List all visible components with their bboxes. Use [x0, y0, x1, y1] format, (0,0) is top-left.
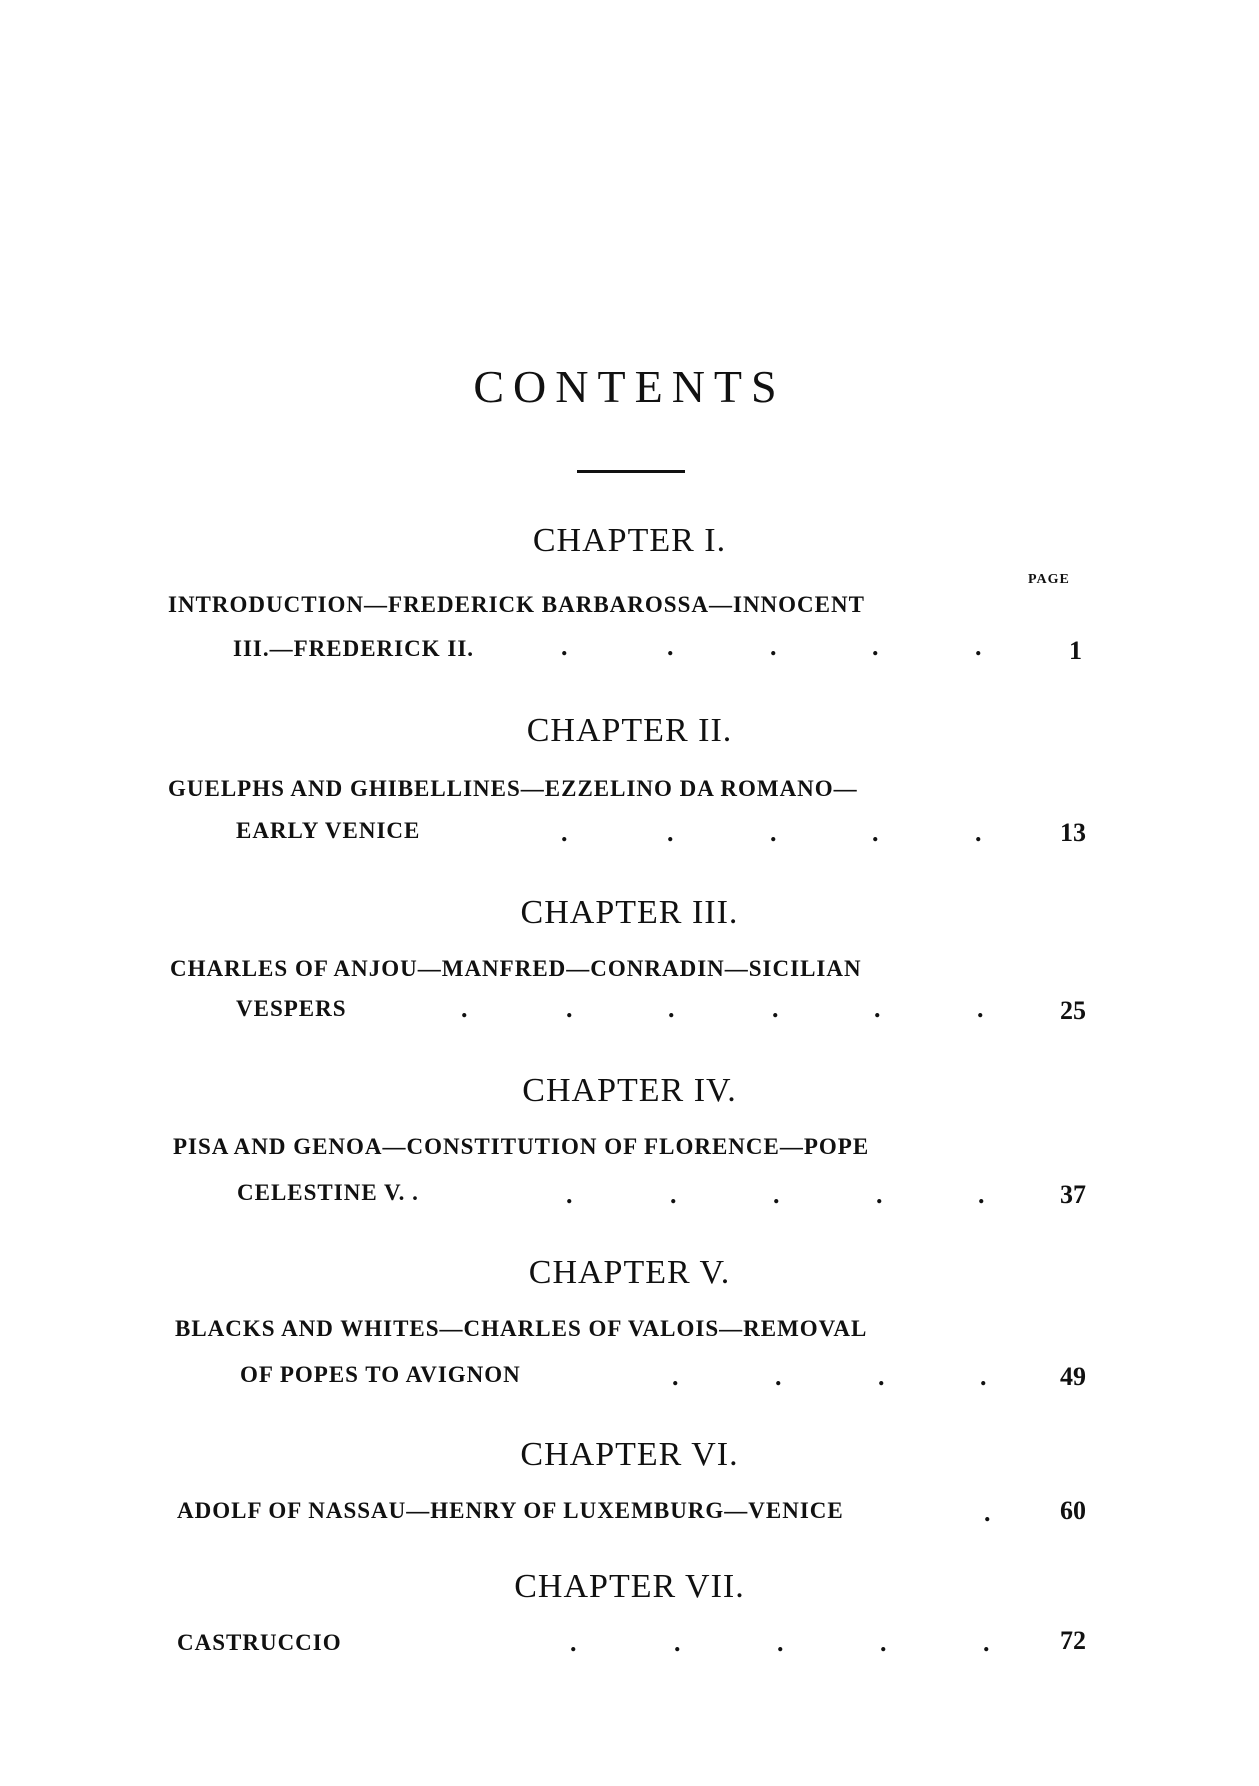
- entry-line-2: III.—FREDERICK II.: [233, 636, 475, 661]
- chapter-heading: CHAPTER VII.: [514, 1568, 745, 1605]
- entry-line-1: BLACKS AND WHITES—CHARLES OF VALOIS—REMOVAL: [175, 1316, 868, 1341]
- chapter-heading: CHAPTER II.: [526, 712, 733, 749]
- entry-line-1: ADOLF OF NASSAU—HENRY OF LUXEMBURG—VENICE: [177, 1498, 844, 1523]
- entry-line-2: VESPERS: [236, 996, 347, 1021]
- entry-line-2: EARLY VENICE: [236, 818, 421, 843]
- entry-line-2: CELESTINE V. .: [237, 1180, 419, 1205]
- title-rule: [577, 470, 685, 473]
- page-number: 13: [1060, 818, 1086, 847]
- chapter-heading: CHAPTER V.: [528, 1254, 731, 1291]
- chapter-heading: CHAPTER VI.: [520, 1436, 739, 1473]
- page-number: 60: [1060, 1496, 1086, 1525]
- chapter-heading: CHAPTER IV.: [522, 1072, 737, 1109]
- page-number: 37: [1060, 1180, 1086, 1209]
- entry-line-1: CASTRUCCIO: [177, 1630, 342, 1655]
- chapter-heading: CHAPTER III.: [520, 894, 739, 931]
- entry-line-1: GUELPHS AND GHIBELLINES—EZZELINO DA ROMANO—: [168, 776, 858, 801]
- page-number: 1: [1069, 636, 1082, 665]
- chapter-heading: CHAPTER I.: [532, 522, 727, 559]
- entry-line-1: INTRODUCTION—FREDERICK BARBAROSSA—INNOCENT: [168, 592, 865, 617]
- contents-title: CONTENTS: [473, 361, 786, 412]
- entry-line-1: CHARLES OF ANJOU—MANFRED—CONRADIN—SICILIAN: [170, 956, 862, 981]
- page-column-label: PAGE: [1028, 572, 1070, 587]
- page-number: 49: [1060, 1362, 1086, 1391]
- page-number: 72: [1060, 1626, 1086, 1655]
- entry-line-2: OF POPES TO AVIGNON: [240, 1362, 521, 1387]
- page-number: 25: [1060, 996, 1086, 1025]
- entry-line-1: PISA AND GENOA—CONSTITUTION OF FLORENCE—POPE: [173, 1134, 870, 1159]
